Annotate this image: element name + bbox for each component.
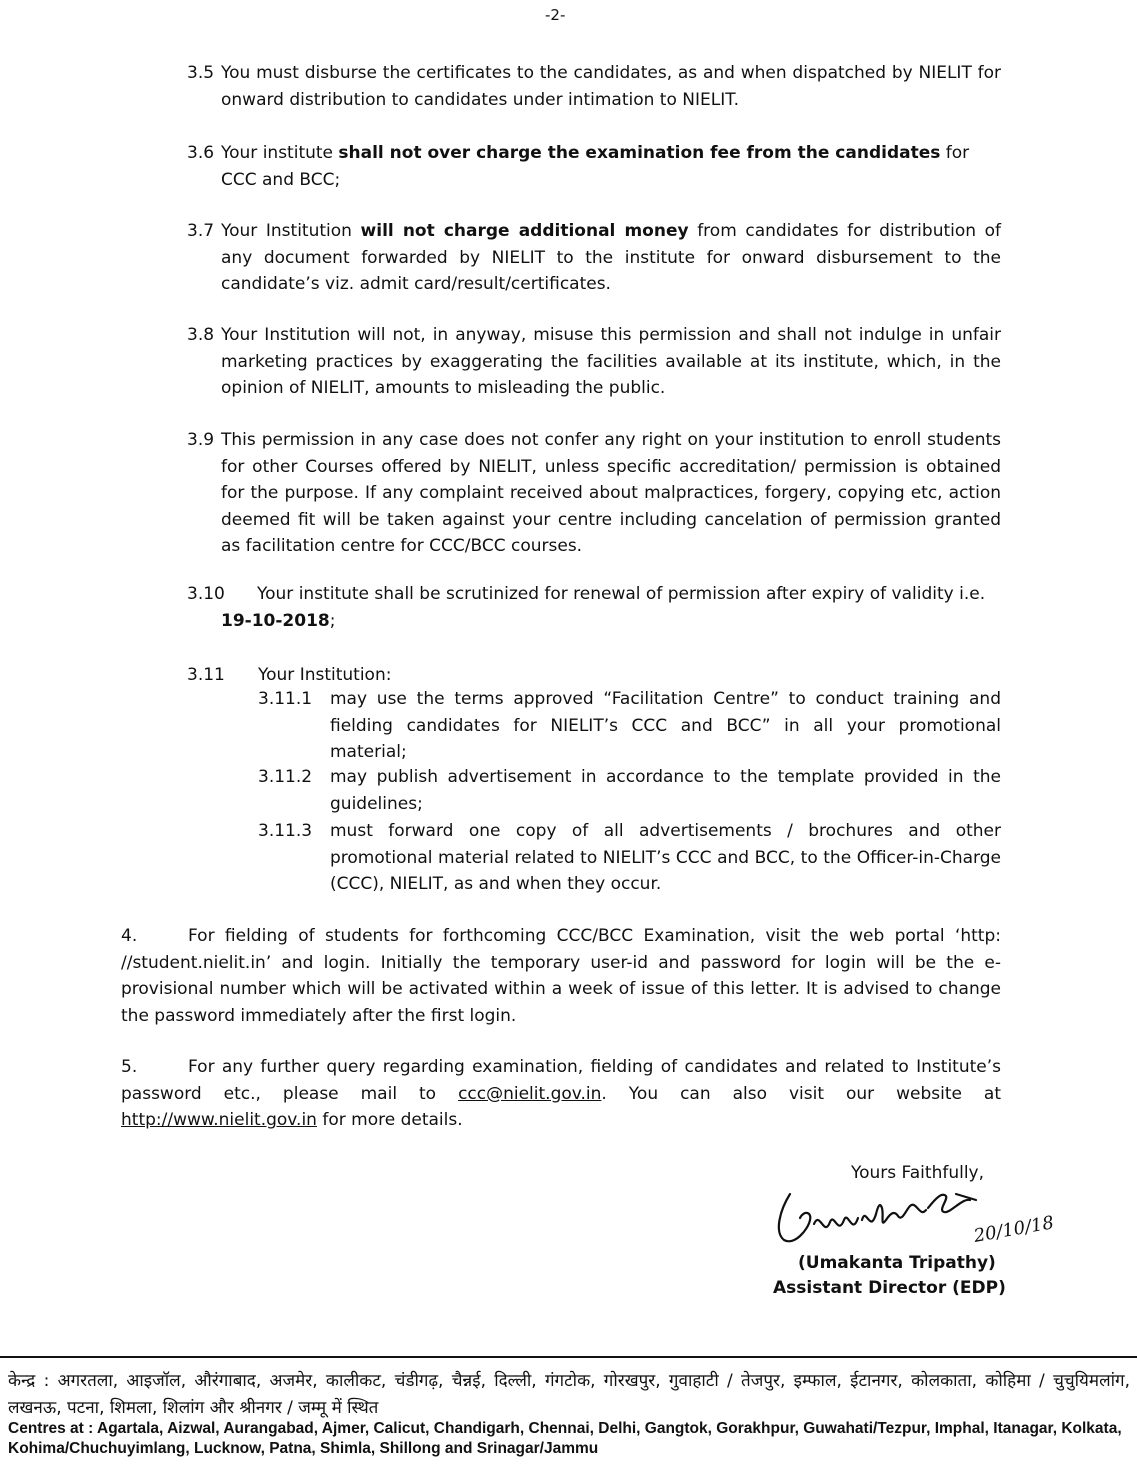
signature-date: 20/10/18 <box>972 1212 1056 1247</box>
subclause-text: may publish advertisement in accordance to the template provided in the guidelines; <box>330 767 1001 814</box>
clause-text-plain: Your Institution <box>221 221 361 241</box>
clause-intro: Your Institution: <box>258 665 392 685</box>
clause-text <box>221 60 1001 113</box>
subclause-text: must forward one copy of all advertisements / brochures and other promotional material related to NIELIT’s CCC and BCC, to the Officer-in-Charge (CCC), NIELIT, as and when they occur. <box>330 821 1001 894</box>
page-number: -2- <box>545 6 566 24</box>
paragraph-text: . You can also visit our website at <box>601 1083 1002 1104</box>
clause-text-plain: This permission in any case does not confer any right on your institution to enroll students for other Courses offered by NIELIT, unless specific accreditation/ permission is obtained for the purpose. If any complaint received about malpractices, forgery, copying etc, action deemed fit will be taken against your centre including cancelation of permission granted as facilitation centre for CCC/BCC courses. <box>221 430 1001 556</box>
clause-text <box>221 427 1001 560</box>
paragraph-4 <box>121 923 1001 1029</box>
subclause-number: 3.11.1 <box>258 689 313 709</box>
clause-text-plain: ; <box>329 610 336 631</box>
paragraph-number: 5. <box>121 1057 138 1077</box>
subclause-number: 3.11.3 <box>258 821 313 841</box>
paragraph-text: For any further query regarding examination, fielding of candidates and related to Institute’s password etc., please mail to <box>121 1057 1001 1104</box>
clause-text <box>221 581 1001 634</box>
clause-text-plain: You must disburse the certificates to the candidates, as and when dispatched by NIELIT for onward distribution to candidates under intimation to NIELIT. <box>221 63 1001 110</box>
footer-rule <box>0 1356 1137 1358</box>
subclause-text: may use the terms approved “Facilitation Centre” to conduct training and fielding candidates for NIELIT’s CCC and BCC” in all your promotional material; <box>330 689 1001 762</box>
clause-text-plain: for CCC and BCC; <box>221 143 970 190</box>
clause-text-plain: Your Institution will not, in anyway, misuse this permission and shall not indulge in unfair marketing practices by exaggerating the facilities available at its institute, which, in the opinion of NIELIT, amounts to misleading the public. <box>221 325 1001 398</box>
paragraph-text: for more details. <box>316 1110 463 1130</box>
website-link[interactable]: http://www.nielit.gov.in <box>121 1110 317 1130</box>
signatory-name: (Umakanta Tripathy) <box>798 1253 996 1273</box>
closing-salutation: Yours Faithfully, <box>851 1163 985 1183</box>
subclause-number: 3.11.2 <box>258 767 313 787</box>
signatory-designation: Assistant Director (EDP) <box>773 1278 1006 1298</box>
clause-number: 3.6 <box>187 143 215 163</box>
paragraph-text: For fielding of students for forthcoming CCC/BCC Examination, visit the web portal ‘http: //student.nielit.in’ and login. Initially the temporary user-id and password for login will be the e-provisional number which will be activated within a week of issue of this letter. It is advised to change the password immediately after the first login. <box>121 926 1001 1026</box>
paragraph-number: 4. <box>121 926 138 946</box>
clause-text-plain: Your institute shall be scrutinized for renewal of permission after expiry of validity i.e. <box>257 584 986 604</box>
paragraph-5 <box>121 1054 1001 1134</box>
clause-text <box>221 218 1001 298</box>
clause-number: 3.9 <box>187 430 215 450</box>
clause-text-bold: will not charge additional money <box>360 221 689 241</box>
clause-text-plain: from candidates for distribution of any document forwarded by NIELIT to the institute for onward disbursement to the candidate’s viz. admit card/result/certificates. <box>221 221 1002 294</box>
email-link[interactable]: ccc@nielit.gov.in <box>458 1083 602 1104</box>
clause-number: 3.8 <box>187 325 215 345</box>
clause-text-bold: shall not over charge the examination fee from the candidates <box>338 143 941 163</box>
footer-centres-english: Centres at : Agartala, Aizwal, Aurangabad, Ajmer, Calicut, Chandigarh, Chennai, Delhi, Gangtok, Gorakhpur, Guwahati/Tezpur, Imphal, Itanagar, Kolkata, Kohima/Chuchuyimlang, Lucknow, Patna, Shimla, Shillong and Srinagar/Jammu <box>8 1420 1122 1457</box>
clause-text <box>221 322 1001 402</box>
clause-number: 3.10 <box>187 584 225 604</box>
clause-text <box>221 140 1001 193</box>
clause-text-bold: 19-10-2018 <box>221 610 330 631</box>
footer-centres-hindi: केन्द्र : अगरतला, आइजॉल, औरंगाबाद, अजमेर, कालीकट, चंडीगढ़, चैन्नई, दिल्ली, गंगटोक, गोरखपुर, गुवाहाटी / तेजपुर, इम्फाल, ईटानगर, कोलकाता, कोहिमा / चुचुयिमलांग, लखनऊ, पटना, शिमला, शिलांग और श्रीनगर / जम्मू में स्थित <box>8 1371 1130 1418</box>
signature-image <box>770 1180 1070 1260</box>
clause-number: 3.5 <box>187 63 215 83</box>
clause-number: 3.7 <box>187 221 215 241</box>
clause-number: 3.11 <box>187 665 225 685</box>
clause-text-plain: Your institute <box>221 143 339 163</box>
